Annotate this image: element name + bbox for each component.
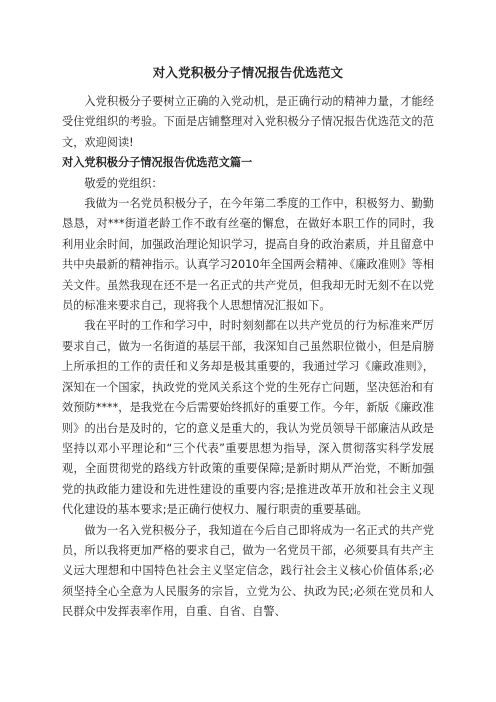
salutation: 敬爱的党组织：	[84, 176, 163, 190]
section-heading: 对入党积极分子情况报告优选范文篇一	[62, 156, 253, 170]
body-paragraph-2: 我在平时的工作和学习中，时时刻刻都在以共产党员的行为标准来严厉要求自己，做为一名街道的基层干部，我深知自己虽然职位微小，但是肩膀上所承担的工作的责任和义务却是极其重要的，我通过学习《廉政准则》，深知在一个国家，执政党的党风关系这个党的生死存亡问题，坚决惩治和有效预防****，是我党在今后需要始终抓好的重要工作。今年，新版《廉政准则》的出台是及时的，它的意义是重大的，我认为党员领导干部廉洁从政是坚持以邓小平理论和“三个代表”重要思想为指导，深入贯彻落实科学发展观，全面贯彻党的路线方针政策的重要保障;是新时期从严治党，不断加强党的执政能力建设和先进性建设的重要内容;是推进改革开放和社会主义现代化建设的基本要求;是正确行使权力、履行职责的重要基础。	[62, 319, 434, 517]
document-page	[62, 64, 434, 623]
intro-paragraph: 入党积极分子要树立正确的入党动机，是正确行动的精神力量，才能经受住党组织的考验。下面是店铺整理对入党积极分子情况报告优选范文的范文，欢迎阅读!	[62, 95, 434, 149]
body-paragraph-1: 我做为一名党员积极分子，在今年第二季度的工作中，积极努力、勤勤恳恳，对***街道老龄工作不敢有丝毫的懈怠，在做好本职工作的同时，我利用业余时间，加强政治理论知识学习，提高自身的政治素质，并且留意中共中央最新的精神指示。认真学习2010年全国两会精神、《廉政准则》等相关文件。虽然我现在还不是一名正式的共产党员，但我却无时无刻不在以党员的标准来要求自己，现将我个人思想情况汇报如下。	[62, 197, 434, 313]
body-paragraph-3: 做为一名入党积极分子，我知道在今后自己即将成为一名正式的共产党员，所以我将更加严格的要求自己，做为一名党员干部，必须要具有共产主义远大理想和中国特色社会主义坚定信念，践行社会主义核心价值体系;必须坚持全心全意为人民服务的宗旨，立党为公、执政为民;必须在党员和人民群众中发挥表率作用，自重、自省、自警、	[62, 523, 434, 619]
document-title: 对入党积极分子情况报告优选范文	[152, 65, 344, 80]
